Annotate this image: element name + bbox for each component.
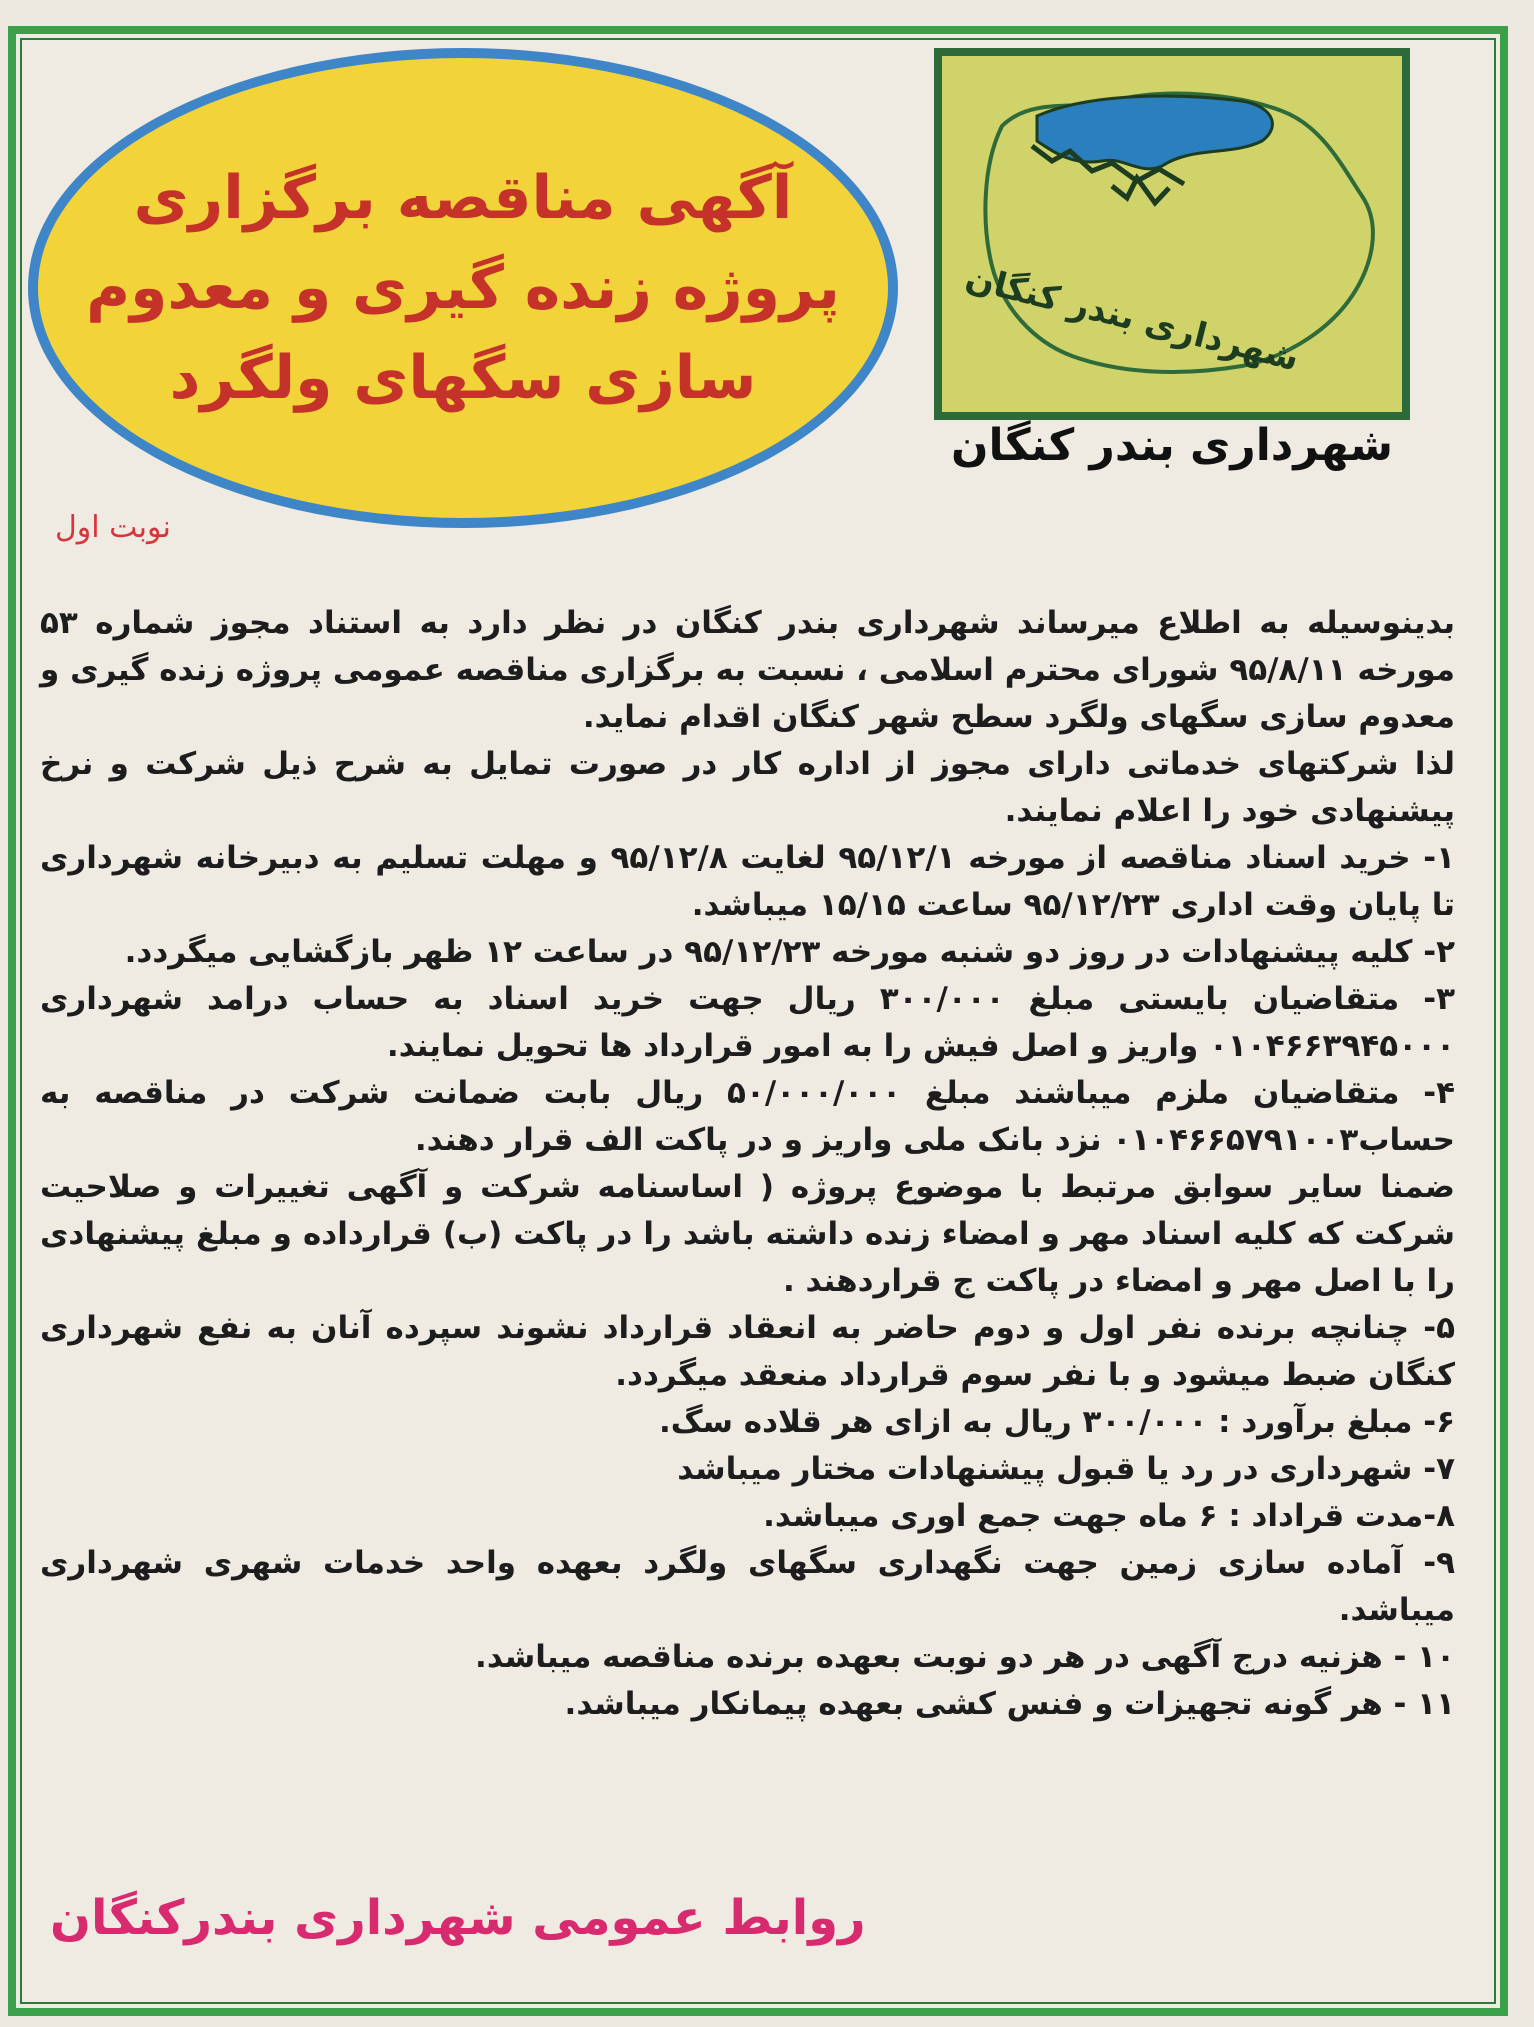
clause-5: ۵- چنانچه برنده نفر اول و دوم حاضر به انعقاد قرارداد نشوند سپرده آنان به نفع شهرداری کنگان ضبط میشود و با نفر سوم قرارداد منعقد میگردد. [40,1310,1455,1393]
public-relations-signature: روابط عمومی شهرداری بندرکنگان [50,1890,866,1946]
announcement-body [40,600,1455,1728]
clause-4: ۴- متقاضیان ملزم میباشند مبلغ ۵۰/۰۰۰/۰۰۰ ریال بابت ضمانت شرکت در مناقصه به حساب۰۱۰۴۶۶۵۷۹۱۰۰۳ نزد بانک ملی واریز و در پاکت الف قرار دهند. [40,1075,1455,1158]
municipality-name: شهرداری بندر کنگان [950,420,1394,471]
title-line-3: سازی سگهای ولگرد [169,343,757,413]
clause-3: ۳- متقاضیان بایستی مبلغ ۳۰۰/۰۰۰ ریال جهت خرید اسناد به حساب درامد شهرداری ۰۱۰۴۶۶۳۹۴۵۰۰۰ واریز و اصل فیش را به امور قرارداد ها تحویل نمایند. [40,981,1455,1064]
logo-map-icon [942,56,1402,412]
clause-6: ۶- مبلغ برآورد : ۳۰۰/۰۰۰ ریال به ازای هر قلاده سگ. [658,1404,1455,1440]
clause-11: ۱۱ - هر گونه تجهیزات و فنس کشی بعهده پیمانکار میباشد. [564,1686,1455,1722]
logo-text: شهرداری بندر کنگان [961,257,1303,380]
clause-8: ۸-مدت قراداد : ۶ ماه جهت جمع اوری میباشد. [763,1498,1455,1534]
title-oval [28,48,898,528]
paragraph-documents: ضمنا سایر سوابق مرتبط با موضوع پروژه ( اساسنامه شرکت و آگهی تغییرات و صلاحیت شرکت که کلیه اسناد مهر و امضاء زنده داشته باشد را در پاکت (ب) قرارداده و مبلغ پیشنهادی را با اصل مهر و امضاء در پاکت ج قراردهند . [40,1169,1455,1299]
clause-2: ۲- کلیه پیشنهادات در روز دو شنبه مورخه ۹۵/۱۲/۲۳ در ساعت ۱۲ ظهر بازگشایی میگردد. [124,934,1455,970]
paragraph-intro: بدینوسیله به اطلاع میرساند شهرداری بندر کنگان در نظر دارد به استناد مجوز شماره ۵۳ مورخه ۹۵/۸/۱۱ شورای محترم اسلامی ، نسبت به برگزاری مناقصه عمومی پروژه زنده گیری و معدوم سازی سگهای ولگرد سطح شهر کنگان اقدام نماید. [40,605,1455,735]
clause-9: ۹- آماده سازی زمین جهت نگهداری سگهای ولگرد بعهده واحد خدمات شهری شهرداری میباشد. [40,1545,1455,1628]
title-line-2: پروژه زنده گیری و معدوم [86,253,840,323]
round-label: نوبت اول [55,510,171,545]
clause-1: ۱- خرید اسناد مناقصه از مورخه ۹۵/۱۲/۱ لغایت ۹۵/۱۲/۸ و مهلت تسلیم به دبیرخانه شهرداری تا پایان وقت اداری ۹۵/۱۲/۲۳ ساعت ۱۵/۱۵ میباشد. [40,840,1455,923]
municipality-logo-icon [934,48,1410,420]
title-line-1: آگهی مناقصه برگزاری [133,163,793,233]
clause-10: ۱۰ - هزنیه درج آگهی در هر دو نوبت بعهده برنده مناقصه میباشد. [475,1639,1455,1675]
paragraph-invite: لذا شرکتهای خدماتی دارای مجوز از اداره کار در صورت تمایل به شرح ذیل شرکت و نرخ پیشنهادی خود را اعلام نمایند. [40,746,1455,829]
clause-7: ۷- شهرداری در رد یا قبول پیشنهادات مختار میباشد [677,1451,1455,1487]
